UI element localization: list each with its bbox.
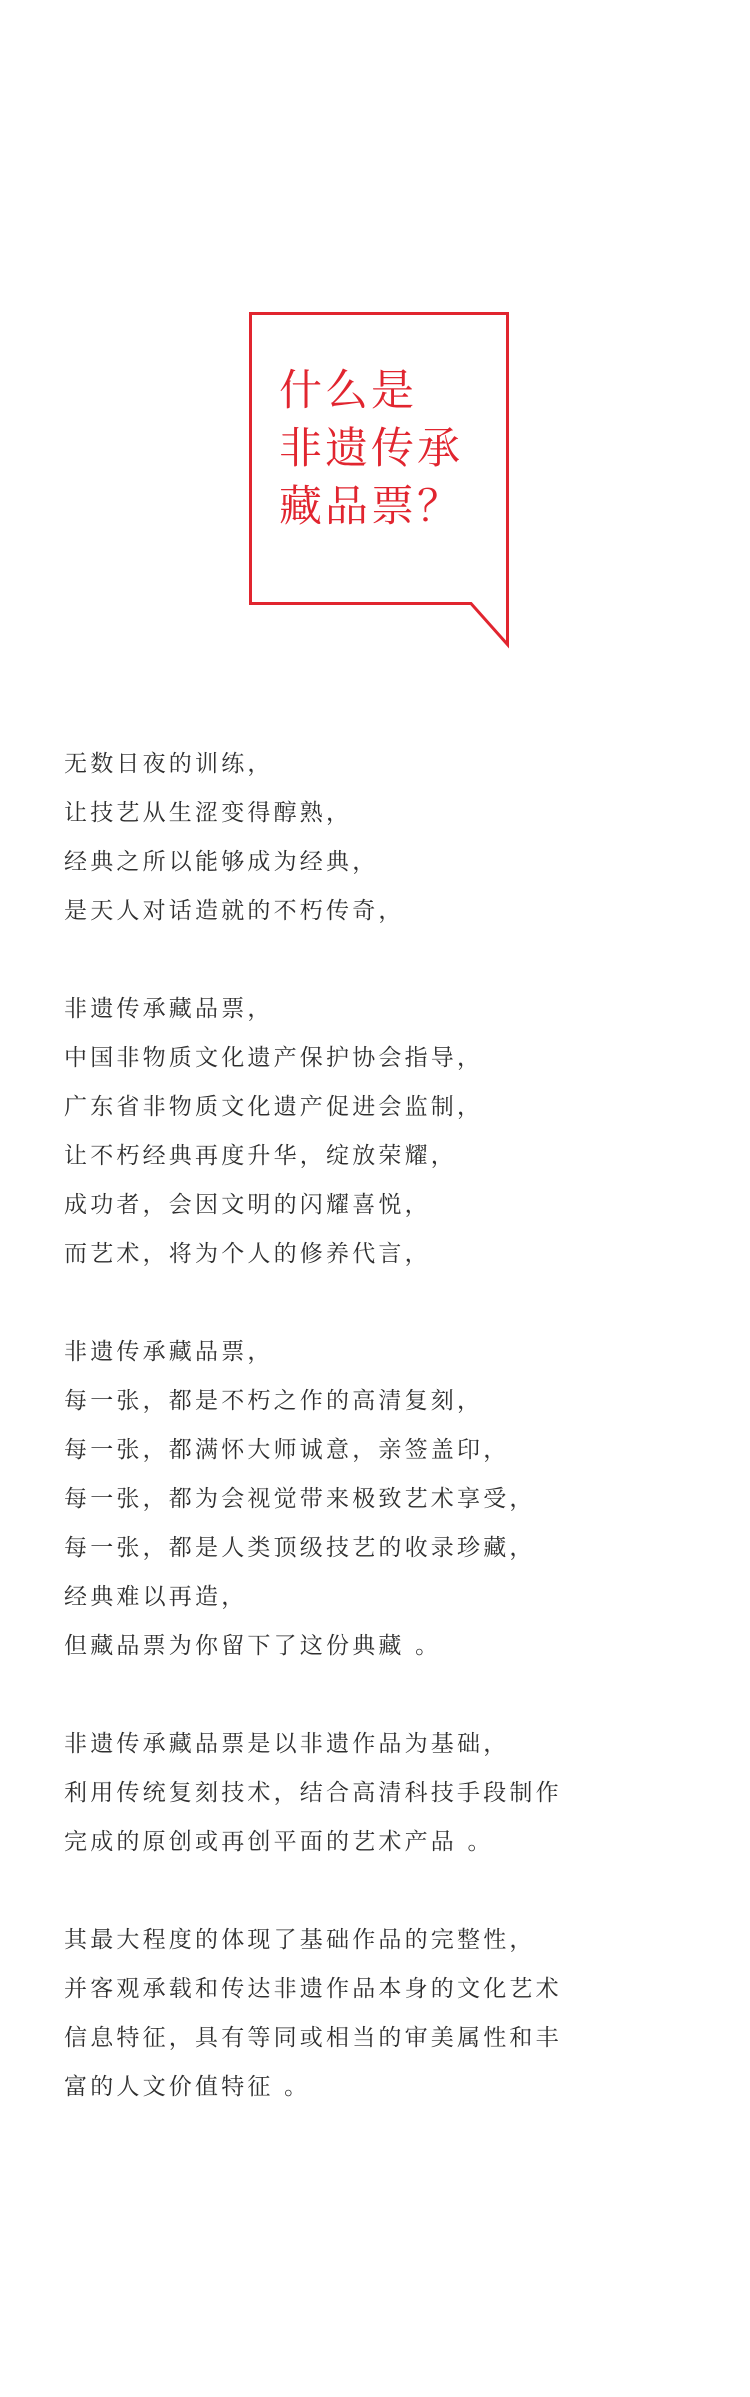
paragraph [64, 740, 704, 936]
text-line: 而艺术，将为个人的修养代言， [64, 1241, 431, 1267]
text-line: 非遗传承藏品票是以非遗作品为基础， [64, 1731, 510, 1757]
title-line: 非遗传承 [279, 424, 463, 474]
text-line: 完成的原创或再创平面的艺术产品 。 [64, 1829, 494, 1855]
text-line: 经典难以再造， [64, 1584, 248, 1610]
text-line: 中国非物质文化遗产保护协会指导， [64, 1045, 484, 1071]
paragraph [64, 985, 704, 1279]
text-line: 富的人文价值特征 。 [64, 2074, 311, 2100]
title-line: 藏品票？ [279, 482, 463, 532]
text-line: 让技艺从生涩变得醇熟， [64, 800, 353, 826]
text-line: 广东省非物质文化遗产促进会监制， [64, 1094, 484, 1120]
text-line: 非遗传承藏品票， [64, 1339, 274, 1365]
paragraph [64, 1720, 704, 1867]
text-line: 利用传统复刻技术，结合高清科技手段制作 [64, 1780, 562, 1806]
text-line: 经典之所以能够成为经典， [64, 849, 379, 875]
text-line: 每一张，都为会视觉带来极致艺术享受， [64, 1486, 536, 1512]
text-line: 每一张，都是不朽之作的高清复刻， [64, 1388, 484, 1414]
paragraph [64, 1916, 704, 2112]
text-line: 每一张，都满怀大师诚意，亲签盖印， [64, 1437, 510, 1463]
speech-bubble [249, 312, 509, 646]
text-line: 非遗传承藏品票， [64, 996, 274, 1022]
text-line: 无数日夜的训练， [64, 751, 274, 777]
text-line: 每一张，都是人类顶级技艺的收录珍藏， [64, 1535, 536, 1561]
page-title [279, 362, 463, 536]
text-line: 但藏品票为你留下了这份典藏 。 [64, 1633, 442, 1659]
text-line: 信息特征，具有等同或相当的审美属性和丰 [64, 2025, 562, 2051]
text-line: 是天人对话造就的不朽传奇， [64, 898, 405, 924]
text-line: 成功者，会因文明的闪耀喜悦， [64, 1192, 431, 1218]
text-line: 让不朽经典再度升华，绽放荣耀， [64, 1143, 457, 1169]
article-body [64, 740, 704, 2112]
text-line: 并客观承载和传达非遗作品本身的文化艺术 [64, 1976, 562, 2002]
title-line: 什么是 [279, 366, 417, 416]
paragraph [64, 1328, 704, 1671]
text-line: 其最大程度的体现了基础作品的完整性， [64, 1927, 536, 1953]
